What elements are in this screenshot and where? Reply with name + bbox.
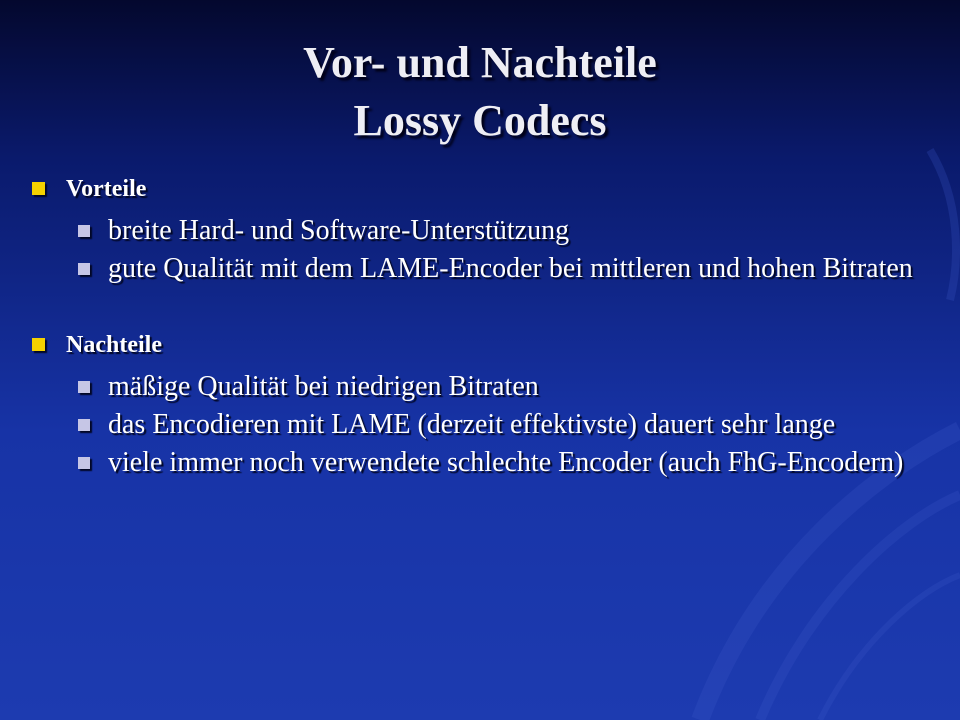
section-nachteile: [30, 328, 930, 478]
list-item-text: viele immer noch verwendete schlechte Encoder (auch FhG-Encodern): [108, 447, 904, 478]
list-item: [30, 254, 930, 284]
square-bullet-icon: [78, 225, 90, 237]
section-heading: [30, 172, 930, 206]
list-item: [30, 216, 930, 246]
square-bullet-icon: [78, 263, 90, 275]
square-bullet-icon: [32, 182, 45, 195]
slide-content: [30, 172, 930, 478]
list-item: [30, 448, 930, 478]
square-bullet-icon: [78, 381, 90, 393]
list-item-text: das Encodieren mit LAME (derzeit effektivste) dauert sehr lange: [108, 409, 836, 440]
list-item: [30, 372, 930, 402]
title-line-1: Vor- und Nachteile: [303, 38, 657, 87]
title-line-2: Lossy Codecs: [353, 96, 607, 145]
section-vorteile: [30, 172, 930, 284]
section-heading-text: Nachteile: [66, 332, 162, 358]
list-item-text: mäßige Qualität bei niedrigen Bitraten: [108, 371, 539, 402]
section-heading-text: Vorteile: [66, 176, 147, 202]
square-bullet-icon: [32, 338, 45, 351]
section-heading: [30, 328, 930, 362]
square-bullet-icon: [78, 457, 90, 469]
list-item-text: gute Qualität mit dem LAME-Encoder bei mittleren und hohen Bitraten: [108, 253, 913, 284]
slide-title: [0, 34, 960, 150]
square-bullet-icon: [78, 419, 90, 431]
list-item-text: breite Hard- und Software-Unterstützung: [108, 215, 570, 246]
list-item: [30, 410, 930, 440]
